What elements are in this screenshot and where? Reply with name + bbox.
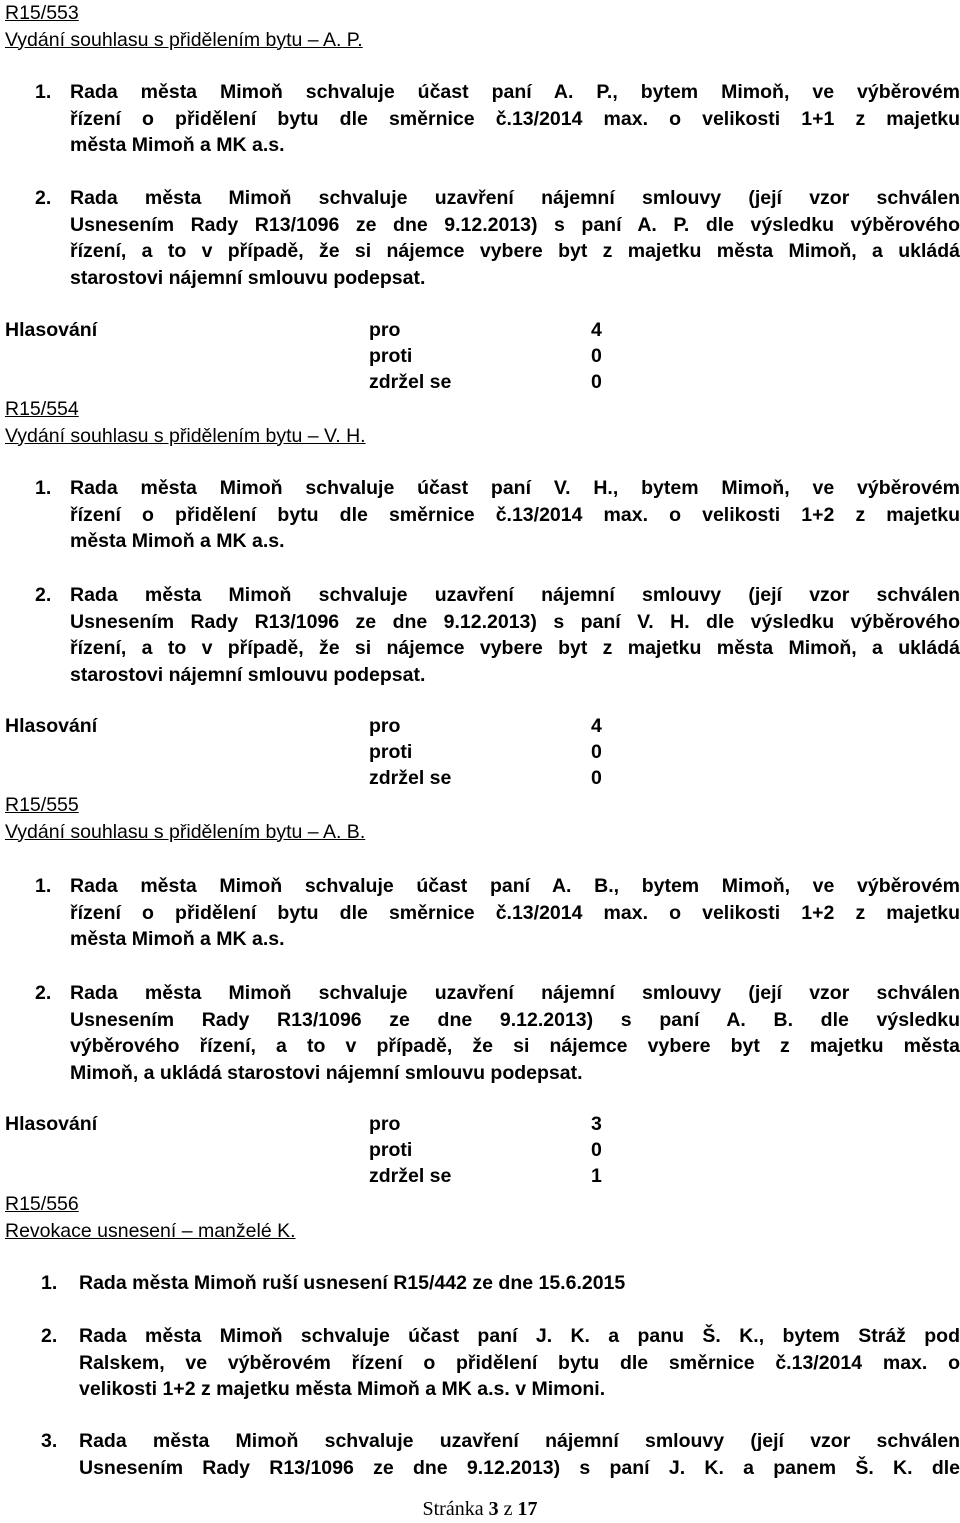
item-text <box>70 79 960 159</box>
resolution-title: Vydání souhlasu s přidělením bytu – A. P. <box>5 28 363 51</box>
footer-middle: z <box>498 1498 518 1520</box>
text-line: Rada města Mimoň schvaluje účast paní V. H., bytem Mimoň, ve výběrovém <box>70 477 960 499</box>
vote-against-count: 0 <box>591 1139 602 1161</box>
text-line: Mimoň, a ukládá starostovi nájemní smlouvu podepsat. <box>70 1061 583 1084</box>
vote-abstain-label: zdržel se <box>369 1165 452 1187</box>
text-line: města Mimoň a MK a.s. <box>70 134 285 156</box>
text-line: Rada města Mimoň schvaluje účast paní J. K. a panu Š. K., bytem Stráž pod <box>79 1325 960 1347</box>
text-line: Rada města Mimoň schvaluje účast paní A. B., bytem Mimoň, ve výběrovém <box>70 875 960 897</box>
text-line: Usnesením Rady R13/1096 ze dne 9.12.2013) s paní V. H. dle výsledku výběrového <box>70 610 960 633</box>
resolution-code: R15/556 <box>5 1193 79 1215</box>
vote-abstain-count: 0 <box>591 767 602 789</box>
resolution-title: Vydání souhlasu s přidělením bytu – V. H. <box>5 424 366 447</box>
text-line: řízení, a to v případě, že si nájemce vybere byt z majetku města Mimoň, a ukládá <box>70 637 960 659</box>
text-line: Usnesením Rady R13/1096 ze dne 9.12.2013) s paní A. B. dle výsledku <box>70 1008 960 1031</box>
item-text <box>79 1270 960 1297</box>
voting-block <box>5 317 625 395</box>
resolution-item <box>5 1323 960 1403</box>
resolution-item <box>5 873 960 953</box>
text-line: řízení, a to v případě, že si nájemce vybere byt z majetku města Mimoň, a ukládá <box>70 240 960 262</box>
vote-against-label: proti <box>369 1139 413 1161</box>
text-line: starostovi nájemní smlouvu podepsat. <box>70 266 426 289</box>
voting-label: Hlasování <box>5 1113 98 1135</box>
vote-for-count: 4 <box>591 715 602 737</box>
item-number: 2. <box>41 1325 58 1347</box>
item-number: 1. <box>41 1272 58 1294</box>
text-line: starostovi nájemní smlouvu podepsat. <box>70 663 426 686</box>
text-line: výběrového řízení, a to v případě, že si nájemce vybere byt z majetku města <box>70 1035 960 1057</box>
resolution-item <box>5 475 960 555</box>
item-text <box>70 980 960 1086</box>
vote-for-label: pro <box>369 1113 401 1135</box>
item-text <box>70 475 960 555</box>
vote-against-count: 0 <box>591 741 602 763</box>
vote-for-label: pro <box>369 715 401 737</box>
text-line: Ralskem, ve výběrovém řízení o přidělení bytu dle směrnice č.13/2014 max. o <box>79 1351 960 1374</box>
item-text <box>79 1323 960 1403</box>
text-line: Rada města Mimoň ruší usnesení R15/442 ze dne 15.6.2015 <box>79 1272 626 1294</box>
resolution-item <box>5 185 960 291</box>
item-number: 3. <box>41 1430 58 1452</box>
resolution-code: R15/555 <box>5 794 79 816</box>
resolution-item <box>5 582 960 688</box>
item-text <box>70 873 960 953</box>
item-text <box>70 185 960 291</box>
item-number: 2. <box>35 584 52 606</box>
resolution-item <box>5 1428 960 1481</box>
vote-abstain-count: 0 <box>591 371 602 393</box>
text-line: města Mimoň a MK a.s. <box>70 928 285 950</box>
text-line: Rada města Mimoň schvaluje uzavření nájemní smlouvy (její vzor schválen <box>70 187 960 209</box>
resolution-title: Revokace usnesení – manželé K. <box>5 1219 296 1242</box>
text-line: Rada města Mimoň schvaluje uzavření nájemní smlouvy (její vzor schválen <box>79 1430 960 1452</box>
vote-abstain-count: 1 <box>591 1165 602 1187</box>
text-line: řízení o přidělení bytu dle směrnice č.13/2014 max. o velikosti 1+2 z majetku <box>70 901 960 924</box>
resolution-heading <box>5 1191 960 1244</box>
vote-abstain-label: zdržel se <box>369 767 452 789</box>
resolution-item <box>5 980 960 1086</box>
text-line: řízení o přidělení bytu dle směrnice č.13/2014 max. o velikosti 1+2 z majetku <box>70 503 960 526</box>
item-number: 1. <box>35 875 52 897</box>
vote-against-label: proti <box>369 741 413 763</box>
text-line: města Mimoň a MK a.s. <box>70 530 285 552</box>
voting-block <box>5 713 625 791</box>
resolution-code: R15/553 <box>5 2 79 24</box>
item-number: 1. <box>35 81 52 103</box>
item-number: 1. <box>35 477 52 499</box>
footer-prefix: Stránka <box>422 1498 489 1520</box>
vote-abstain-label: zdržel se <box>369 371 452 393</box>
resolution-item <box>5 1270 960 1297</box>
item-number: 2. <box>35 187 52 209</box>
text-line: Rada města Mimoň schvaluje účast paní A. P., bytem Mimoň, ve výběrovém <box>70 81 960 103</box>
resolution-title: Vydání souhlasu s přidělením bytu – A. B. <box>5 820 366 843</box>
resolution-heading <box>5 792 960 845</box>
voting-label: Hlasování <box>5 715 98 737</box>
vote-for-count: 4 <box>591 319 602 341</box>
resolution-heading <box>5 396 960 449</box>
resolution-code: R15/554 <box>5 398 79 420</box>
text-line: Usnesením Rady R13/1096 ze dne 9.12.2013) s paní J. K. a panem Š. K. dle <box>79 1456 960 1479</box>
text-line: Rada města Mimoň schvaluje uzavření nájemní smlouvy (její vzor schválen <box>70 982 960 1004</box>
vote-against-count: 0 <box>591 345 602 367</box>
item-text <box>79 1428 960 1481</box>
resolution-heading <box>5 0 960 53</box>
item-text <box>70 582 960 688</box>
resolution-item <box>5 79 960 159</box>
vote-for-count: 3 <box>591 1113 602 1135</box>
text-line: řízení o přidělení bytu dle směrnice č.13/2014 max. o velikosti 1+1 z majetku <box>70 107 960 130</box>
vote-against-label: proti <box>369 345 413 367</box>
page-number: 3 <box>488 1498 499 1520</box>
text-line: Rada města Mimoň schvaluje uzavření nájemní smlouvy (její vzor schválen <box>70 584 960 606</box>
vote-for-label: pro <box>369 319 401 341</box>
item-number: 2. <box>35 982 52 1004</box>
page-total: 17 <box>517 1498 538 1520</box>
voting-block <box>5 1111 625 1189</box>
text-line: velikosti 1+2 z majetku města Mimoň a MK a.s. v Mimoni. <box>79 1378 606 1400</box>
text-line: Usnesením Rady R13/1096 ze dne 9.12.2013) s paní A. P. dle výsledku výběrového <box>70 213 960 236</box>
page-footer <box>0 1496 960 1523</box>
voting-label: Hlasování <box>5 319 98 341</box>
